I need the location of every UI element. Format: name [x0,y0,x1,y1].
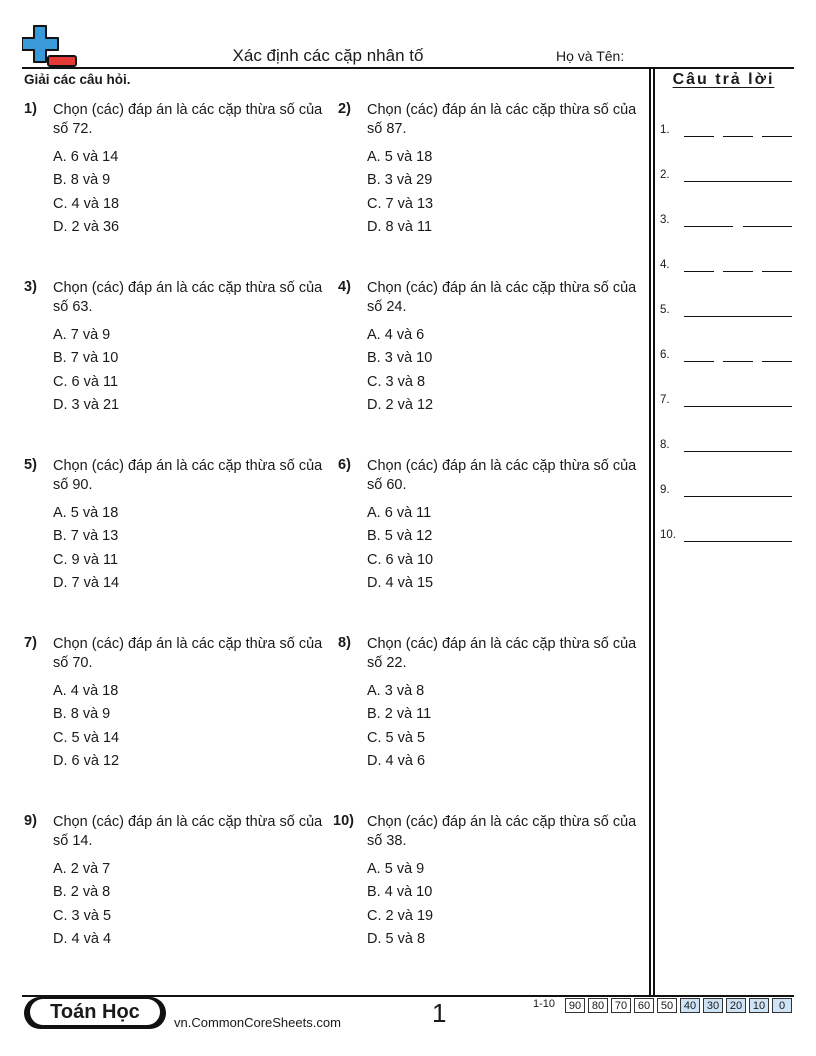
answer-blank[interactable] [684,271,714,272]
answer-row-9 [660,484,794,504]
answer-blank[interactable] [684,181,792,182]
option-b[interactable]: B. 2 và 8 [53,884,111,901]
question-text: Chọn (các) đáp án là các cặp thừa số của số 72. [53,102,323,137]
answer-row-label: 3. [660,214,670,226]
answer-blank[interactable] [684,316,792,317]
option-c[interactable]: C. 4 và 18 [53,195,120,212]
score-cell: 50 [657,998,677,1013]
question-text: Chọn (các) đáp án là các cặp thừa số của số 22. [367,636,637,671]
option-a[interactable]: A. 5 và 9 [367,861,425,877]
question-number: 9) [24,813,37,829]
option-d[interactable]: D. 8 và 11 [367,218,433,235]
option-d[interactable]: D. 5 và 8 [367,930,426,947]
answer-row-6 [660,349,794,369]
option-b[interactable]: B. 3 và 10 [367,350,433,367]
option-c[interactable]: C. 7 và 13 [367,195,434,212]
answer-row-label: 7. [660,394,670,406]
option-d[interactable]: D. 6 và 12 [53,752,120,769]
answer-blank[interactable] [723,136,753,137]
option-b[interactable]: B. 7 và 10 [53,350,119,367]
question-number: 4) [338,279,351,295]
answer-row-label: 6. [660,349,670,361]
question-number: 1) [24,101,37,117]
score-cell: 70 [611,998,631,1013]
option-c[interactable]: C. 3 và 8 [367,373,426,390]
answer-row-label: 8. [660,439,670,451]
option-a[interactable]: A. 6 và 11 [367,505,432,521]
option-d[interactable]: D. 7 và 14 [53,574,120,591]
answer-row-1 [660,124,794,144]
instructions: Giải các câu hỏi. [24,72,131,87]
option-b[interactable]: B. 5 và 12 [367,528,433,545]
brand-name: Toán Học [30,999,160,1025]
answer-blank[interactable] [762,361,792,362]
answer-blank[interactable] [684,541,792,542]
score-cell: 10 [749,998,769,1013]
answer-blank[interactable] [684,406,792,407]
score-cell: 90 [565,998,585,1013]
option-d[interactable]: D. 4 và 4 [53,930,112,947]
question-text: Chọn (các) đáp án là các cặp thừa số của số 70. [53,636,323,671]
answer-blank[interactable] [684,496,792,497]
name-label: Họ và Tên: [556,48,625,64]
answer-blank[interactable] [723,361,753,362]
score-cell: 40 [680,998,700,1013]
option-c[interactable]: C. 6 và 11 [53,373,119,390]
score-cell: 20 [726,998,746,1013]
question-text: Chọn (các) đáp án là các cặp thừa số của số 38. [367,814,637,849]
answer-blank[interactable] [684,361,714,362]
answer-blank[interactable] [762,136,792,137]
question-text: Chọn (các) đáp án là các cặp thừa số của số 60. [367,458,637,493]
option-b[interactable]: B. 8 và 9 [53,706,111,723]
option-b[interactable]: B. 3 và 29 [367,172,433,189]
answer-row-label: 1. [660,124,670,136]
score-cell: 60 [634,998,654,1013]
column-divider [653,67,655,997]
answer-row-4 [660,259,794,279]
option-c[interactable]: C. 6 và 10 [367,551,434,568]
option-c[interactable]: C. 3 và 5 [53,907,112,924]
column-divider [649,67,651,997]
header-divider [22,67,794,69]
question-number: 8) [338,635,351,651]
option-a[interactable]: A. 6 và 14 [53,149,119,165]
answer-row-label: 4. [660,259,670,271]
option-a[interactable]: A. 5 và 18 [367,149,433,165]
answer-row-3 [660,214,794,234]
site-url: vn.CommonCoreSheets.com [174,1015,341,1030]
option-a[interactable]: A. 4 và 6 [367,327,425,343]
answer-key-title: Câu trả lời [672,71,775,88]
option-d[interactable]: D. 3 và 21 [53,396,120,413]
answer-row-2 [660,169,794,189]
page-number: 1 [432,998,447,1028]
question-text: Chọn (các) đáp án là các cặp thừa số của số 87. [367,102,637,137]
option-c[interactable]: C. 2 và 19 [367,907,434,924]
answer-row-label: 5. [660,304,670,316]
answer-blank[interactable] [684,226,733,227]
option-d[interactable]: D. 4 và 6 [367,752,426,769]
question-number: 3) [24,279,37,295]
answer-blank[interactable] [743,226,792,227]
option-a[interactable]: A. 3 và 8 [367,683,425,699]
answer-row-5 [660,304,794,324]
worksheet-title: Xác định các cặp nhân tố [232,46,424,65]
answer-row-8 [660,439,794,459]
option-a[interactable]: A. 4 và 18 [53,683,119,699]
answer-row-10 [660,529,794,549]
option-c[interactable]: C. 5 và 14 [53,729,120,746]
answer-blank[interactable] [684,451,792,452]
answer-blank[interactable] [762,271,792,272]
question-text: Chọn (các) đáp án là các cặp thừa số của số 24. [367,280,637,315]
option-a[interactable]: A. 2 và 7 [53,861,111,877]
answer-row-label: 2. [660,169,670,181]
option-c[interactable]: C. 9 và 11 [53,551,119,568]
score-cell: 30 [703,998,723,1013]
score-cell: 80 [588,998,608,1013]
question-number: 2) [338,101,351,117]
question-text: Chọn (các) đáp án là các cặp thừa số của số 90. [53,458,323,493]
question-number: 6) [338,457,351,473]
answer-row-label: 10. [660,529,676,541]
answer-blank[interactable] [684,136,714,137]
option-b[interactable]: B. 4 và 10 [367,884,433,901]
score-cell: 0 [772,998,792,1013]
question-number: 7) [24,635,37,651]
score-range-label: 1-10 [533,998,556,1010]
option-a[interactable]: A. 5 và 18 [53,505,119,521]
option-d[interactable]: D. 2 và 36 [53,218,120,235]
option-b[interactable]: B. 8 và 9 [53,172,111,189]
option-b[interactable]: B. 2 và 11 [367,706,432,723]
option-c[interactable]: C. 5 và 5 [367,729,426,746]
question-text: Chọn (các) đáp án là các cặp thừa số của số 63. [53,280,323,315]
option-a[interactable]: A. 7 và 9 [53,327,111,343]
answer-row-label: 9. [660,484,670,496]
option-d[interactable]: D. 2 và 12 [367,396,434,413]
question-number: 10) [333,813,354,829]
question-number: 5) [24,457,37,473]
answer-blank[interactable] [723,271,753,272]
question-text: Chọn (các) đáp án là các cặp thừa số của số 14. [53,814,323,849]
option-b[interactable]: B. 7 và 13 [53,528,119,545]
answer-row-7 [660,394,794,414]
option-d[interactable]: D. 4 và 15 [367,574,434,591]
